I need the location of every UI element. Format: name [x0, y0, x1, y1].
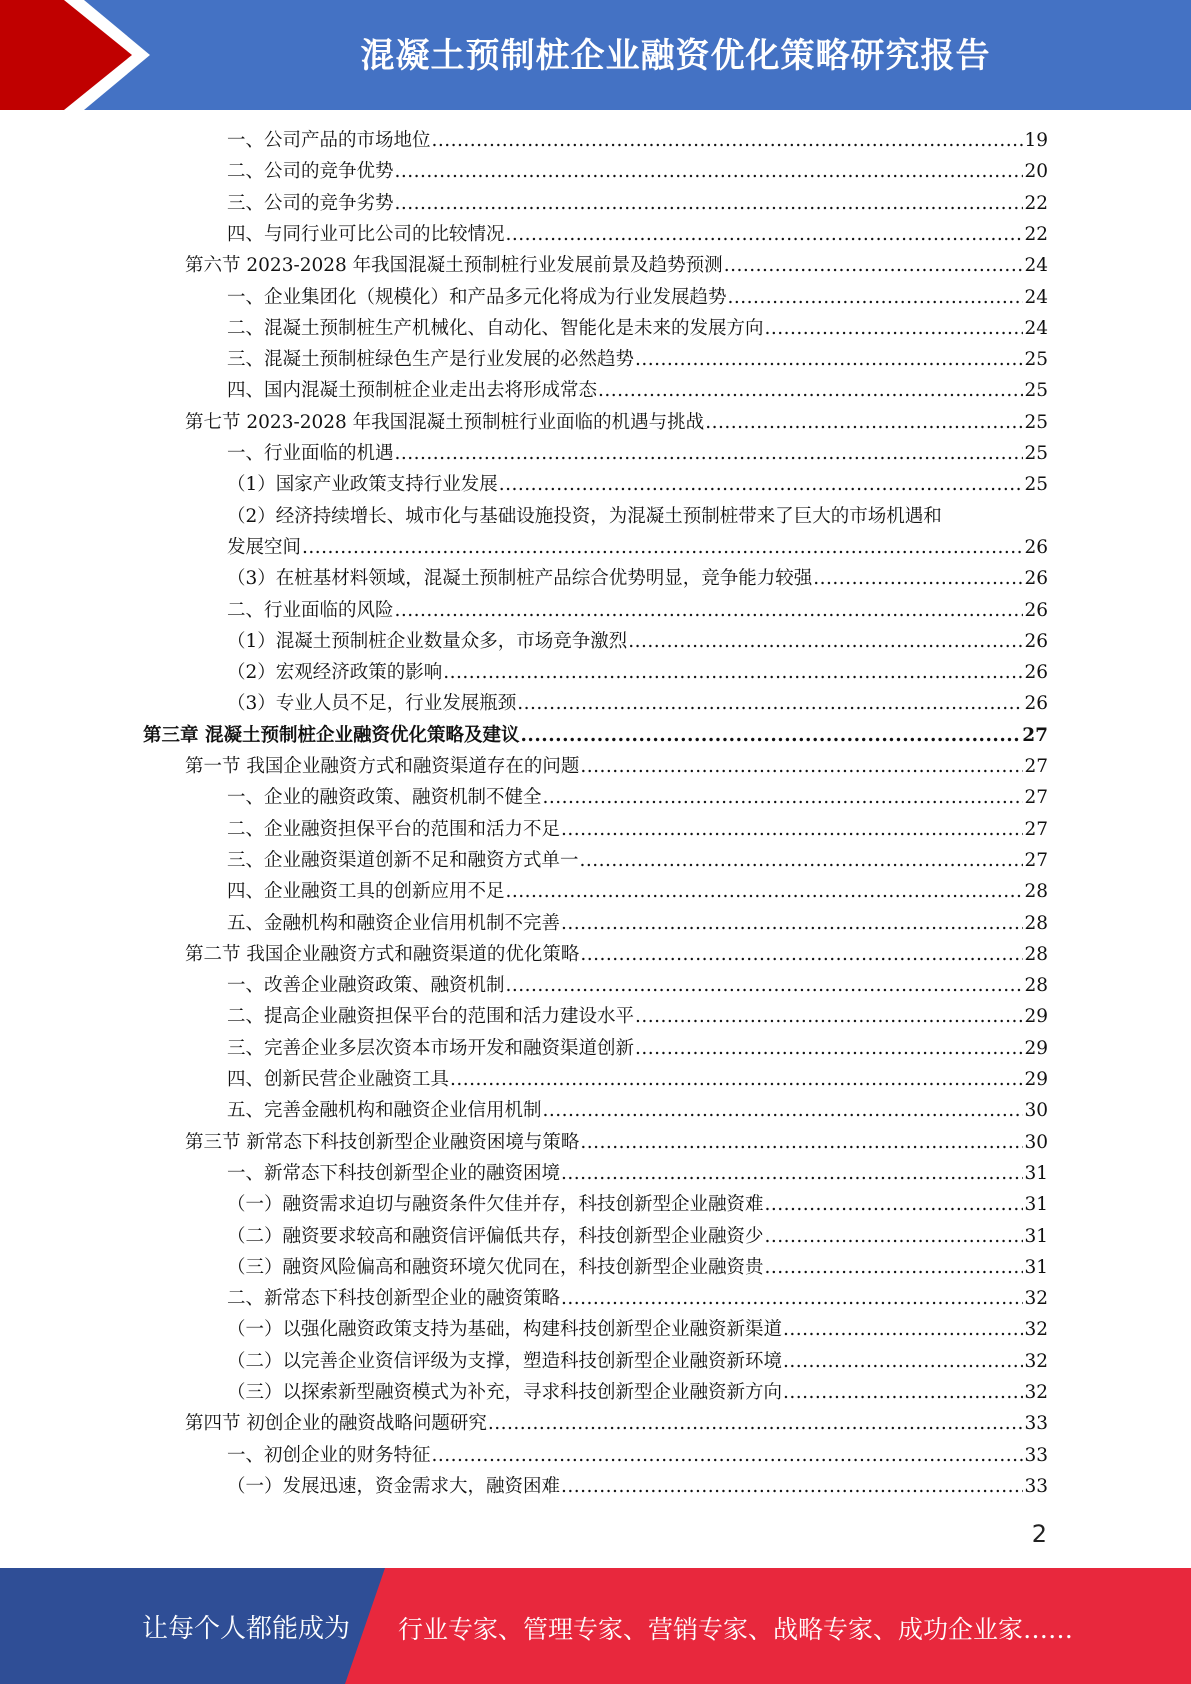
toc-dot-leader — [432, 130, 1024, 151]
toc-page-number: 24 — [1024, 255, 1048, 277]
toc-page-number: 31 — [1024, 1194, 1048, 1216]
toc-entry-text: 三、混凝土预制桩绿色生产是行业发展的必然趋势 — [227, 349, 635, 371]
toc-dot-leader — [628, 631, 1023, 652]
page-number: 2 — [1031, 1520, 1047, 1548]
toc-entry[interactable] — [227, 1315, 1048, 1343]
toc-entry[interactable] — [227, 1222, 1048, 1250]
toc-entry[interactable] — [227, 189, 1048, 217]
toc-dot-leader — [783, 1382, 1023, 1403]
toc-entry-text: 二、新常态下科技创新型企业的融资策略 — [227, 1288, 561, 1310]
toc-page-number: 26 — [1024, 662, 1048, 684]
toc-page-number: 28 — [1024, 881, 1048, 903]
toc-dot-leader — [506, 975, 1024, 996]
toc-dot-leader — [561, 1476, 1023, 1497]
toc-dot-leader — [580, 1132, 1023, 1153]
toc-dot-leader — [395, 161, 1024, 182]
toc-entry-text: 三、公司的竞争劣势 — [227, 192, 394, 214]
toc-entry[interactable] — [227, 564, 1048, 592]
toc-entry[interactable] — [227, 658, 1048, 686]
toc-page-number: 27 — [1024, 818, 1048, 840]
toc-entry[interactable] — [227, 1002, 1048, 1030]
toc-entry[interactable] — [227, 126, 1048, 154]
toc-entry[interactable] — [227, 815, 1048, 843]
toc-page-number: 30 — [1024, 1100, 1048, 1122]
toc-entry-text: 一、企业集团化（规模化）和产品多元化将成为行业发展趋势 — [227, 286, 727, 308]
toc-entry-text: 一、公司产品的市场地位 — [227, 130, 431, 151]
toc-entry[interactable] — [227, 1034, 1048, 1062]
toc-entry[interactable] — [227, 439, 1048, 467]
toc-dot-leader — [561, 1163, 1023, 1184]
toc-page-number: 26 — [1024, 599, 1048, 621]
toc-page-number: 27 — [1024, 787, 1048, 809]
toc-page-number: 27 — [1024, 756, 1048, 777]
toc-dot-leader — [580, 944, 1023, 965]
toc-dot-leader — [488, 1413, 1024, 1434]
toc-entry-text: 第三章 混凝土预制桩企业融资优化策略及建议 — [143, 724, 520, 746]
toc-entry-text: 三、完善企业多层次资本市场开发和融资渠道创新 — [227, 1037, 635, 1059]
toc-entry-text: 二、提高企业融资担保平台的范围和活力建设水平 — [227, 1006, 635, 1028]
toc-entry-text: （三）以探索新型融资模式为补充，寻求科技创新型企业融资新方向 — [227, 1382, 783, 1403]
toc-entry[interactable] — [227, 470, 1048, 498]
toc-entry-text: （2）经济持续增长、城市化与基础设施投资，为混凝土预制桩带来了巨大的市场机遇和 — [227, 505, 942, 527]
toc-section-entry[interactable] — [185, 408, 1048, 436]
toc-page-number: 26 — [1024, 568, 1048, 590]
toc-entry-text: 四、创新民营企业融资工具 — [227, 1069, 450, 1090]
toc-dot-leader — [783, 1319, 1023, 1340]
toc-entry-text: 第六节 2023-2028 年我国混凝土预制桩行业发展前景及趋势预测 — [185, 255, 723, 277]
toc-page-number: 24 — [1024, 317, 1048, 339]
toc-page-number: 33 — [1024, 1413, 1048, 1435]
toc-entry-text: （二）融资要求较高和融资信评偏低共存，科技创新型企业融资少 — [227, 1225, 764, 1247]
footer-slogan-left: 让每个人都能成为 — [142, 1614, 351, 1644]
toc-dot-leader — [517, 693, 1023, 714]
toc-entry-text: 第二节 我国企业融资方式和融资渠道的优化策略 — [185, 943, 580, 965]
toc-entry-text: （一）发展迅速，资金需求大，融资困难 — [227, 1475, 561, 1497]
toc-entry-text: （2）宏观经济政策的影响 — [227, 662, 443, 684]
toc-page-number: 29 — [1024, 1006, 1048, 1028]
toc-dot-leader — [635, 1006, 1023, 1027]
toc-entry[interactable] — [227, 157, 1048, 185]
toc-entry-text: （1）混凝土预制桩企业数量众多，市场竞争激烈 — [227, 630, 628, 652]
toc-dot-leader — [635, 1038, 1023, 1059]
toc-entry-text: 二、行业面临的风险 — [227, 599, 394, 621]
toc-entry[interactable] — [227, 345, 1048, 373]
toc-page-number: 19 — [1024, 130, 1048, 151]
toc-entry[interactable] — [227, 314, 1048, 342]
header-chevron — [0, 0, 132, 110]
toc-entry-text: 四、与同行业可比公司的比较情况 — [227, 223, 505, 245]
toc-dot-leader — [765, 1194, 1024, 1215]
toc-dot-leader — [813, 568, 1023, 589]
toc-entry-text: 二、混凝土预制桩生产机械化、自动化、智能化是未来的发展方向 — [227, 317, 764, 339]
toc-page-number: 28 — [1024, 975, 1048, 997]
toc-entry-text: 二、公司的竞争优势 — [227, 161, 394, 183]
toc-dot-leader — [395, 193, 1024, 214]
report-title: 混凝土预制桩企业融资优化策略研究报告 — [360, 36, 991, 76]
toc-entry[interactable] — [227, 971, 1048, 999]
toc-entry-text: 五、完善金融机构和融资企业信用机制 — [227, 1100, 542, 1122]
toc-page-number: 25 — [1024, 443, 1048, 464]
toc-entry-text: 发展空间 — [227, 536, 302, 558]
toc-page-number: 25 — [1024, 380, 1048, 402]
toc-entry[interactable] — [227, 533, 1048, 561]
toc-page-number: 30 — [1024, 1131, 1048, 1153]
toc-dot-leader — [302, 537, 1023, 558]
toc-entry-text: （一）融资需求迫切与融资条件欠佳并存，科技创新型企业融资难 — [227, 1194, 764, 1216]
toc-dot-leader — [765, 1257, 1024, 1278]
toc-page-number: 25 — [1024, 411, 1048, 433]
toc-entry[interactable] — [227, 220, 1048, 248]
toc-page-number: 31 — [1024, 1225, 1048, 1247]
toc-dot-leader — [561, 1288, 1023, 1309]
toc-page-number: 31 — [1024, 1162, 1048, 1184]
toc-entry-text: 四、企业融资工具的创新应用不足 — [227, 881, 505, 903]
toc-entry-text: 第四节 初创企业的融资战略问题研究 — [185, 1413, 487, 1435]
toc-entry[interactable] — [227, 1159, 1048, 1187]
toc-page-number: 32 — [1024, 1382, 1048, 1403]
toc-dot-leader — [724, 255, 1024, 276]
toc-dot-leader — [765, 318, 1024, 339]
toc-dot-leader — [598, 380, 1023, 401]
toc-entry[interactable] — [227, 1441, 1048, 1469]
toc-entry-text: 第一节 我国企业融资方式和融资渠道存在的问题 — [185, 756, 580, 777]
toc-entry[interactable] — [227, 596, 1048, 624]
toc-chapter-entry[interactable] — [143, 721, 1048, 749]
toc-entry[interactable] — [227, 783, 1048, 811]
toc-entry-text: （1）国家产业政策支持行业发展 — [227, 474, 498, 496]
toc-entry[interactable] — [227, 283, 1048, 311]
toc-page-number: 33 — [1024, 1444, 1048, 1466]
toc-page-number: 29 — [1024, 1037, 1048, 1059]
toc-page-number: 26 — [1024, 536, 1048, 558]
toc-entry-text: 第三节 新常态下科技创新型企业融资困境与策略 — [185, 1131, 580, 1153]
toc-dot-leader — [580, 850, 1024, 871]
toc-page-number: 22 — [1024, 223, 1048, 245]
toc-dot-leader — [520, 725, 1021, 746]
toc-entry-text: 一、新常态下科技创新型企业的融资困境 — [227, 1162, 561, 1184]
footer-slogan-right: 行业专家、管理专家、营销专家、战略专家、成功企业家…… — [398, 1615, 1074, 1644]
toc-entry[interactable] — [227, 1347, 1048, 1375]
toc-page-number: 25 — [1024, 349, 1048, 371]
toc-dot-leader — [561, 913, 1023, 934]
toc-dot-leader — [499, 474, 1024, 495]
toc-dot-leader — [506, 881, 1024, 902]
toc-entry-text: 一、企业的融资政策、融资机制不健全 — [227, 787, 542, 809]
toc-page-number: 31 — [1024, 1256, 1048, 1278]
toc-entry[interactable] — [227, 846, 1048, 874]
toc-entry-text: 四、国内混凝土预制桩企业走出去将形成常态 — [227, 380, 598, 402]
toc-entry-text: （一）以强化融资政策支持为基础，构建科技创新型企业融资新渠道 — [227, 1319, 783, 1341]
toc-dot-leader — [728, 287, 1024, 308]
toc-dot-leader — [580, 756, 1023, 777]
toc-entry-text: 第七节 2023-2028 年我国混凝土预制桩行业面临的机遇与挑战 — [185, 411, 705, 433]
toc-page-number: 27 — [1024, 849, 1048, 871]
toc-dot-leader — [561, 819, 1023, 840]
toc-dot-leader — [443, 662, 1023, 683]
toc-page-number: 27 — [1022, 724, 1048, 746]
toc-page-number: 29 — [1024, 1069, 1048, 1090]
toc-page-number: 32 — [1024, 1350, 1048, 1372]
toc-dot-leader — [765, 1226, 1024, 1247]
toc-entry[interactable] — [227, 1190, 1048, 1218]
toc-dot-leader — [395, 443, 1024, 464]
toc-dot-leader — [506, 224, 1024, 245]
toc-dot-leader — [395, 600, 1024, 621]
toc-entry-text: 一、初创企业的财务特征 — [227, 1444, 431, 1466]
toc-section-entry[interactable] — [185, 1128, 1048, 1156]
toc-entry[interactable] — [227, 1065, 1048, 1093]
toc-entry-text: 一、行业面临的机遇 — [227, 443, 394, 464]
page-footer — [0, 1568, 1191, 1684]
toc-entry-text: （三）融资风险偏高和融资环境欠优同在，科技创新型企业融资贵 — [227, 1256, 764, 1278]
toc-entry[interactable] — [227, 689, 1048, 717]
toc-section-entry[interactable] — [185, 251, 1048, 279]
toc-entry-text: 五、金融机构和融资企业信用机制不完善 — [227, 912, 561, 934]
toc-entry-text: 二、企业融资担保平台的范围和活力不足 — [227, 818, 561, 840]
toc-entry[interactable] — [227, 1284, 1048, 1312]
toc-page-number: 32 — [1024, 1288, 1048, 1310]
toc-entry[interactable] — [227, 1472, 1048, 1500]
toc-dot-leader — [705, 412, 1023, 433]
toc-section-entry[interactable] — [185, 1409, 1048, 1437]
toc-page-number: 26 — [1024, 630, 1048, 652]
toc-section-entry[interactable] — [185, 752, 1048, 780]
toc-page-number: 32 — [1024, 1319, 1048, 1341]
toc-entry-text: 三、企业融资渠道创新不足和融资方式单一 — [227, 849, 579, 871]
toc-page-number: 33 — [1024, 1475, 1048, 1497]
toc-dot-leader — [635, 349, 1023, 370]
toc-page-number: 28 — [1024, 943, 1048, 965]
toc-page-number: 20 — [1024, 161, 1048, 183]
toc-dot-leader — [543, 787, 1024, 808]
toc-dot-leader — [543, 1100, 1024, 1121]
toc-page-number: 26 — [1024, 693, 1048, 715]
toc-entry[interactable] — [227, 877, 1048, 905]
toc-page-number: 24 — [1024, 286, 1048, 308]
toc-page-number: 25 — [1024, 474, 1048, 496]
toc-dot-leader — [432, 1445, 1024, 1466]
toc-entry-text: （3）专业人员不足，行业发展瓶颈 — [227, 693, 517, 715]
toc-entry-text: （3）在桩基材料领域，混凝土预制桩产品综合优势明显，竞争能力较强 — [227, 568, 813, 590]
page-header — [0, 0, 1191, 110]
toc-entry[interactable] — [227, 1253, 1048, 1281]
toc-entry[interactable] — [227, 909, 1048, 937]
toc-entry-text: （二）以完善企业资信评级为支撑，塑造科技创新型企业融资新环境 — [227, 1350, 783, 1372]
toc-entry[interactable] — [227, 1378, 1048, 1406]
toc-dot-leader — [783, 1351, 1023, 1372]
toc-entry[interactable] — [227, 376, 1048, 404]
toc-entry[interactable] — [227, 627, 1048, 655]
toc-page-number: 22 — [1024, 192, 1048, 214]
toc-page-number: 28 — [1024, 912, 1048, 934]
toc-entry-text: 一、改善企业融资政策、融资机制 — [227, 975, 505, 997]
toc-entry[interactable] — [227, 1096, 1048, 1124]
toc-dot-leader — [450, 1069, 1023, 1090]
toc-section-entry[interactable] — [185, 940, 1048, 968]
